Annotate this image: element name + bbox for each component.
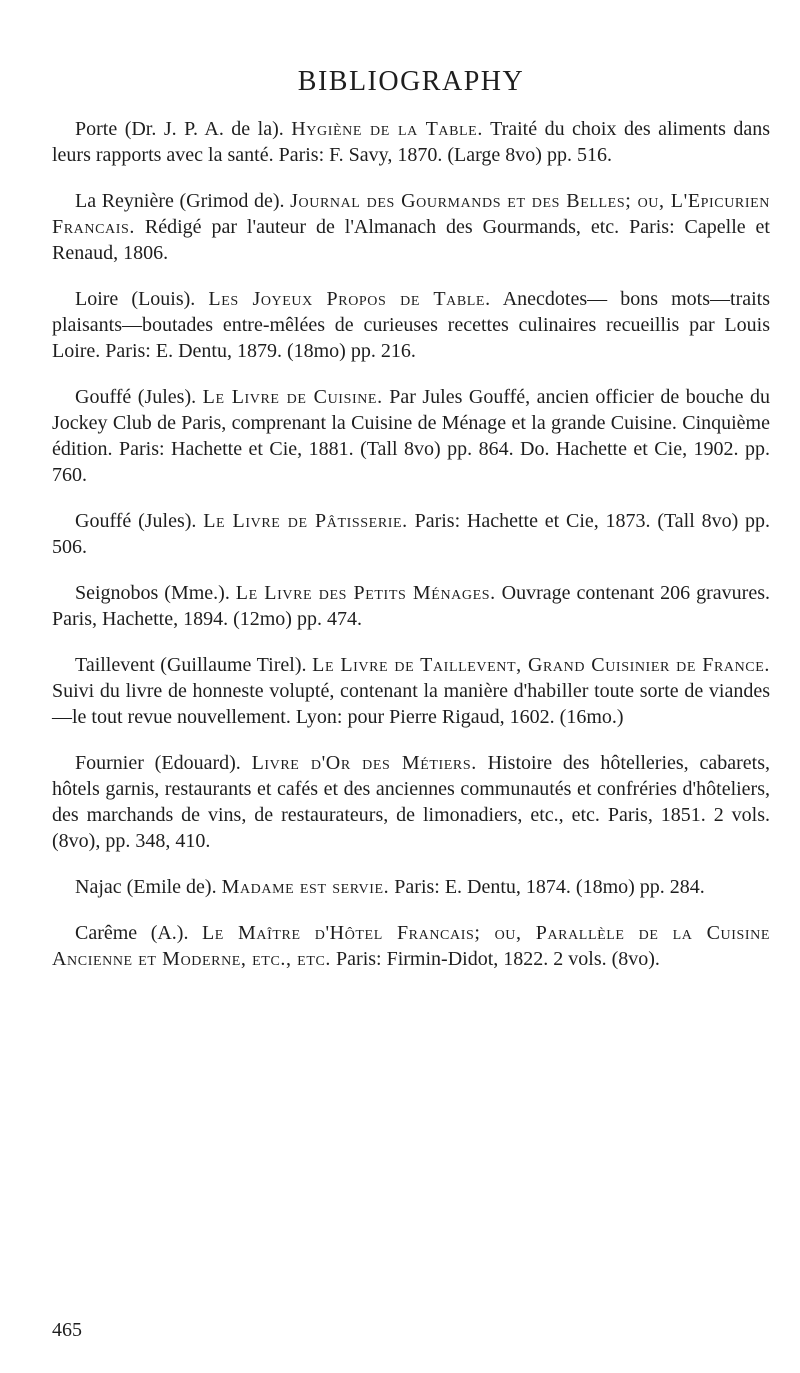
entry-details: Ouvrage contenant 206 gravures. Paris, Hachette, 1894. (12mo) pp. 474. [52, 582, 770, 630]
entry-author: Fournier (Edouard). [75, 752, 241, 774]
entry-details: Traité du choix des aliments dans leurs rapports avec la santé. Paris: F. Savy, 1870. (Large 8vo) pp. 516. [52, 118, 771, 166]
entry-author: Gouffé (Jules). [75, 510, 197, 532]
entry-title: Madame est servie. [221, 876, 390, 898]
running-head: BIBLIOGRAPHY [297, 66, 525, 97]
entry-title: Hygiène de la Table. [291, 118, 483, 140]
entry-details: Par Jules Gouffé, ancien officier de bouche du Jockey Club de Paris, comprenant la Cuisine de Ménage et la grande Cuisine. Cinquième édition. Paris: Hachette et Cie, 1881. (Tall 8vo) pp. 864. Do. Hachette et Cie, 1902. pp. 760. [52, 386, 770, 486]
bibliography-entry [52, 188, 770, 266]
entry-author: La Reynière (Grimod de). [75, 190, 285, 212]
entry-details: Paris: E. Dentu, 1874. (18mo) pp. 284. [394, 876, 705, 898]
book-page [52, 0, 770, 1373]
bibliography-entry [52, 920, 770, 972]
entry-title: Le Maître d'Hôtel Francais; ou, Parallèle de la Cuisine Ancienne et Moderne, etc., etc. [52, 922, 771, 970]
entry-details: Histoire des hôtelleries, cabarets, hôtels garnis, restaurants et cafés et des anciennes communautés et confréries d'hôteliers, des marchands de vins, de restaurateurs, de limonadiers, etc., etc. Paris, 1851. 2 vols. (8vo), pp. 348, 410. [52, 752, 771, 852]
entry-title: Le Livre des Petits Ménages. [235, 582, 496, 604]
bibliography-entry [52, 286, 770, 364]
entry-author: Porte (Dr. J. P. A. de la). [75, 118, 284, 140]
entry-author: Taillevent (Guillaume Tirel). [75, 654, 307, 676]
entry-details: Suivi du livre de honneste volupté, contenant la manière d'habiller toute sorte de viandes—le tout revue nouvellement. Lyon: pour Pierre Rigaud, 1602. (16mo.) [52, 680, 770, 728]
bibliography-entry [52, 580, 770, 632]
page-number: 465 [52, 1319, 82, 1341]
bibliography-entry [52, 750, 770, 854]
entry-author: Gouffé (Jules). [75, 386, 197, 408]
entry-details: Paris: Firmin-Didot, 1822. 2 vols. (8vo). [336, 948, 660, 970]
entry-title: Le Livre de Pâtisserie. [203, 510, 408, 532]
entry-author: Carême (A.). [75, 922, 189, 944]
entry-title: Les Joyeux Propos de Table. [208, 288, 491, 310]
entry-title: Le Livre de Taillevent, Grand Cuisinier de France. [312, 654, 770, 676]
bibliography-list [52, 116, 770, 992]
entry-author: Najac (Emile de). [75, 876, 217, 898]
bibliography-entry [52, 652, 770, 730]
entry-details: Paris: Hachette et Cie, 1873. (Tall 8vo) pp. 506. [52, 510, 771, 558]
bibliography-entry [52, 116, 770, 168]
bibliography-entry [52, 874, 770, 900]
bibliography-entry [52, 508, 770, 560]
entry-details: Rédigé par l'auteur de l'Almanach des Gourmands, etc. Paris: Capelle et Renaud, 1806. [52, 216, 770, 264]
entry-title: Journal des Gourmands et des Belles; ou, L'Epicurien Francais. [52, 190, 770, 238]
entry-title: Livre d'Or des Métiers. [251, 752, 477, 774]
entry-title: Le Livre de Cuisine. [202, 386, 383, 408]
entry-details: Anecdotes— bons mots—traits plaisants—boutades entre-mêlées de curieuses recettes culinaires recueillis par Louis Loire. Paris: E. Dentu, 1879. (18mo) pp. 216. [52, 288, 770, 362]
entry-author: Loire (Louis). [75, 288, 196, 310]
bibliography-entry [52, 384, 770, 488]
entry-author: Seignobos (Mme.). [75, 582, 230, 604]
